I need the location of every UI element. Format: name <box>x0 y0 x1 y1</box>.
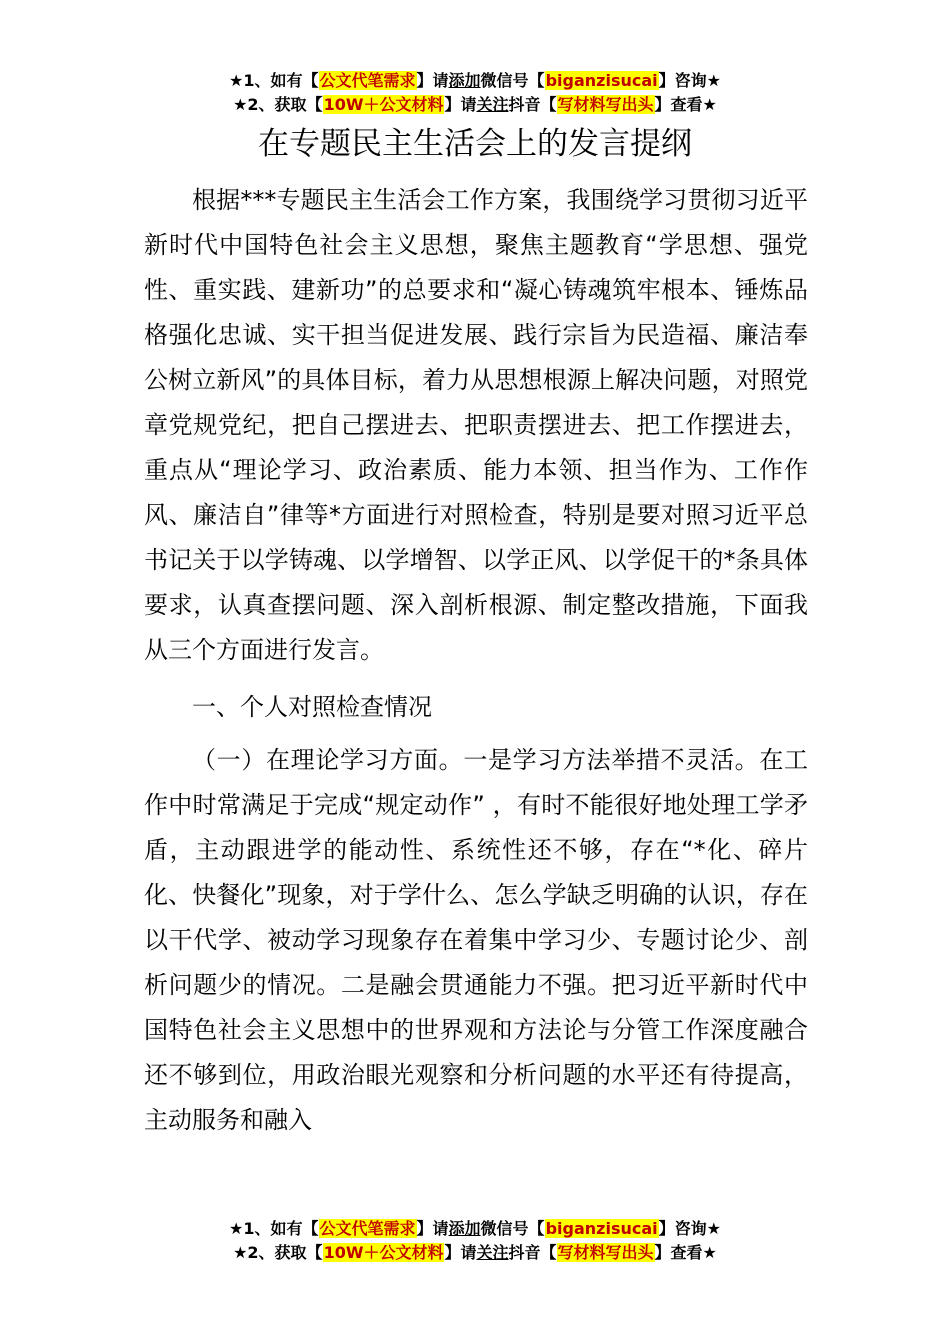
promo-highlight: 公文代笔需求 <box>319 71 416 90</box>
promo-text: 】请 <box>416 1219 449 1238</box>
promo-underline: 关注 <box>476 1243 509 1262</box>
promo-text: 】咨询★ <box>658 1219 721 1238</box>
promo-text: 】查看★ <box>654 95 717 114</box>
promo-highlight: 10W＋公文材料 <box>323 1243 444 1262</box>
document-title: 在专题民主生活会上的发言提纲 <box>258 126 692 162</box>
promo-banner-bottom <box>0 1217 950 1265</box>
promo-highlight: 10W＋公文材料 <box>323 95 444 114</box>
promo-underline: 关注 <box>476 95 509 114</box>
promo-line-2 <box>0 1241 950 1265</box>
promo-underline: 添加 <box>448 1219 481 1238</box>
promo-text: ★1、如有【 <box>229 1219 319 1238</box>
promo-text: ★2、获取【 <box>233 1243 323 1262</box>
promo-highlight: biganzisucai <box>545 1219 658 1238</box>
section-heading: 一、个人对照检查情况 <box>192 693 432 721</box>
promo-text: 抖音【 <box>508 95 557 114</box>
promo-line-2 <box>0 93 950 117</box>
promo-underline: 添加 <box>448 71 481 90</box>
promo-text: 微信号【 <box>480 1219 545 1238</box>
promo-text: 】咨询★ <box>658 71 721 90</box>
promo-text: ★1、如有【 <box>229 71 319 90</box>
promo-highlight: biganzisucai <box>545 71 658 90</box>
intro-paragraph: 根据***专题民主生活会工作方案，我围绕学习贯彻习近平新时代中国特色社会主义思想，聚焦主题教育“学思想、强党性、重实践、建新功”的总要求和“凝心铸魂筑牢根本、锤炼品格强化忠诚、实干担当促进发展、践行宗旨为民造福、廉洁奉公树立新风”的具体目标，着力从思想根源上解决问题，对照党章党规党纪，把自己摆进去、把职责摆进去、把工作摆进去，重点从“理论学习、政治素质、能力本领、担当作为、工作作风、廉洁自”律等*方面进行对照检查，特别是要对照习近平总书记关于以学铸魂、以学增智、以学正风、以学促干的*条具体要求，认真查摆问题、深入剖析根源、制定整改措施，下面我从三个方面进行发言。 <box>144 186 808 664</box>
promo-line-1 <box>0 69 950 93</box>
promo-text: 抖音【 <box>508 1243 557 1262</box>
document-body <box>144 178 808 1143</box>
promo-text: 】请 <box>444 95 477 114</box>
promo-text: 】查看★ <box>654 1243 717 1262</box>
promo-text: 】请 <box>416 71 449 90</box>
promo-highlight: 写材料写出头 <box>557 1243 654 1262</box>
promo-line-1 <box>0 1217 950 1241</box>
promo-highlight: 公文代笔需求 <box>319 1219 416 1238</box>
promo-text: 】请 <box>444 1243 477 1262</box>
promo-text: 微信号【 <box>480 71 545 90</box>
promo-highlight: 写材料写出头 <box>557 95 654 114</box>
promo-banner-top <box>0 69 950 117</box>
promo-text: ★2、获取【 <box>233 95 323 114</box>
body-paragraph: （一）在理论学习方面。一是学习方法举措不灵活。在工作中时常满足于完成“规定动作” ，有时不能很好地处理工学矛盾，主动跟进学的能动性、系统性还不够，存在“*化、碎片化、快餐化”现象，对于学什么、怎么学缺乏明确的认识，存在以干代学、被动学习现象存在着集中学习少、专题讨论少、剖析问题少的情况。二是融会贯通能力不强。把习近平新时代中国特色社会主义思想中的世界观和方法论与分管工作深度融合还不够到位，用政治眼光观察和分析问题的水平还有待提高，主动服务和融入 <box>144 746 808 1134</box>
